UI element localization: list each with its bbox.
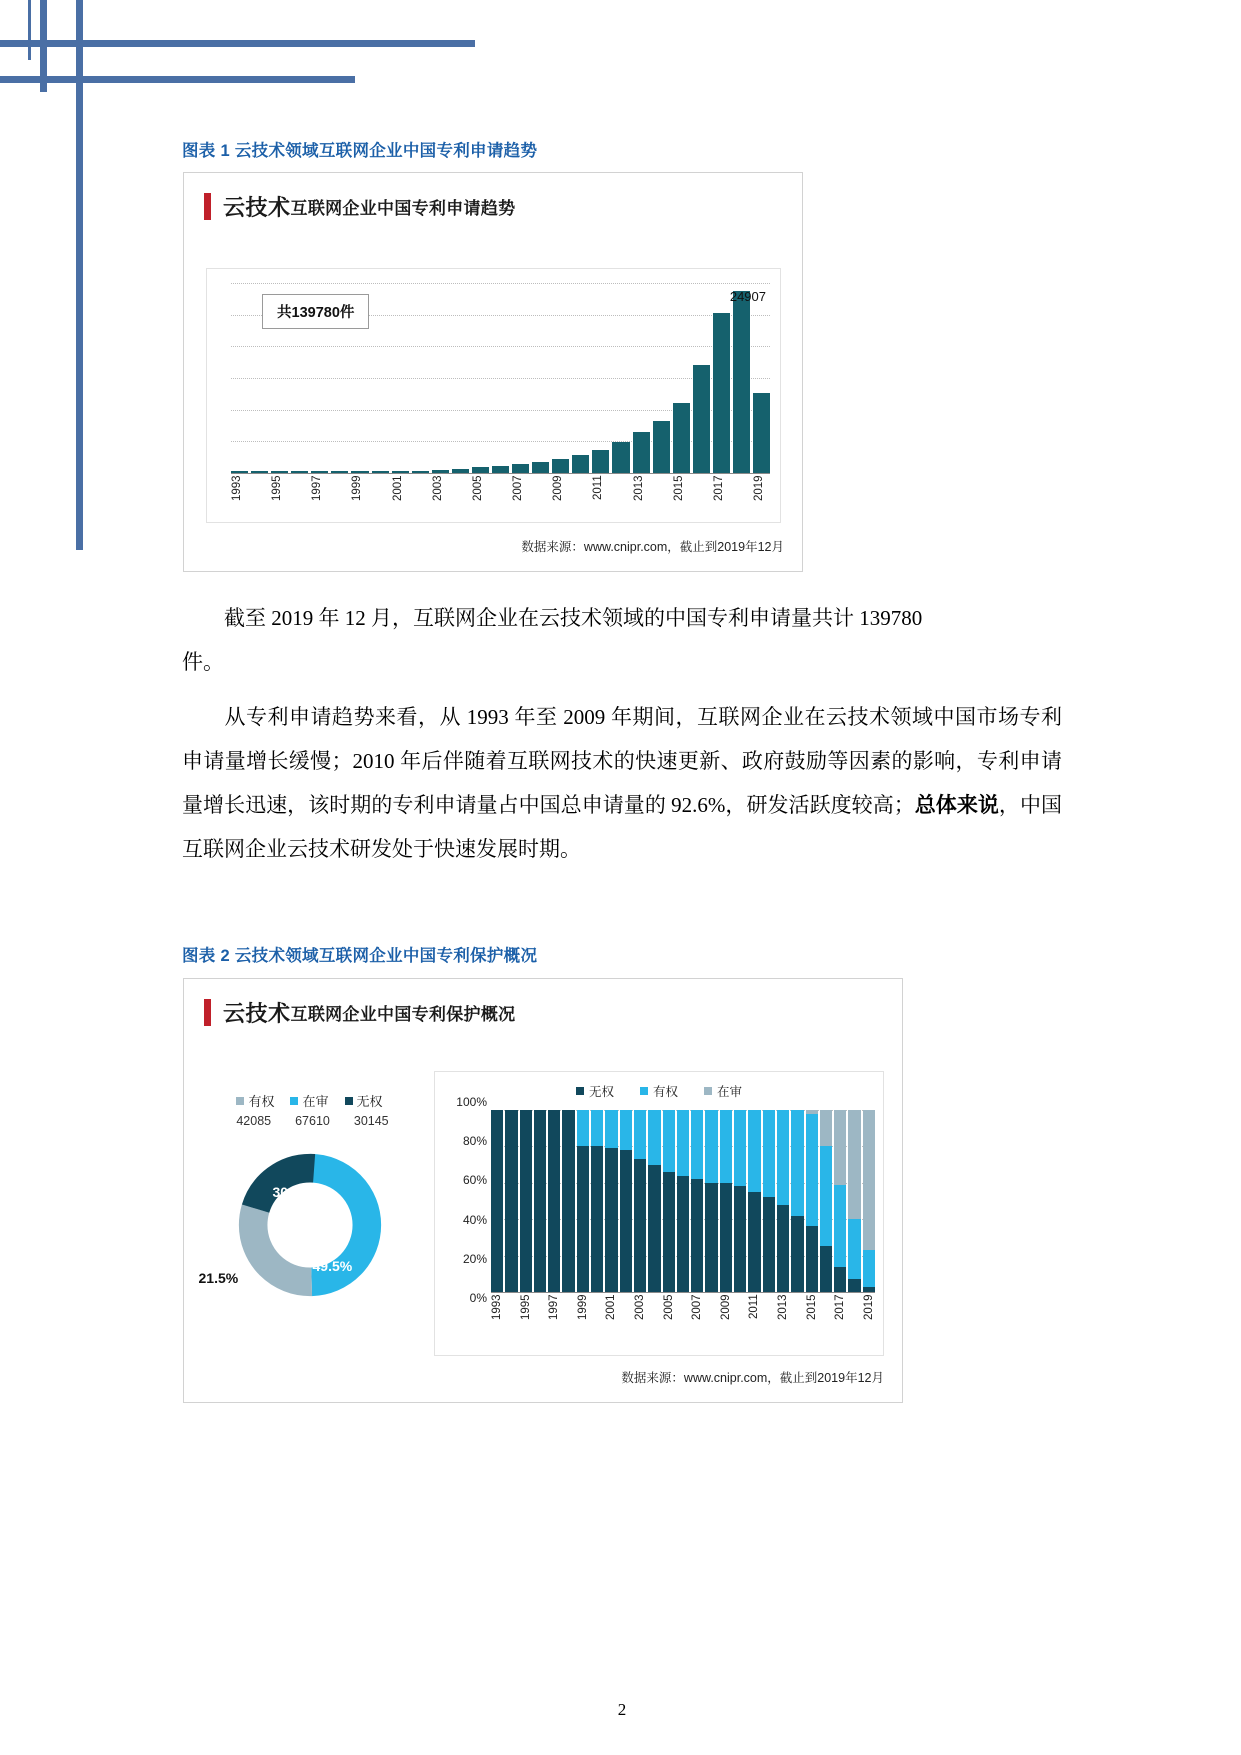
y-tick-60%: 60% xyxy=(462,1173,487,1188)
legend-swatch-icon xyxy=(236,1097,244,1105)
x-tick-2010 xyxy=(572,475,589,521)
stacked-bar-2006 xyxy=(677,1110,689,1292)
stacked-bar-2014 xyxy=(791,1110,803,1292)
segment-无权-2016 xyxy=(820,1246,832,1292)
segment-无权-2010 xyxy=(734,1186,746,1292)
stacked-bar-2016 xyxy=(820,1110,832,1292)
bar-2016 xyxy=(693,365,710,473)
x-tick2-2003: 2003 xyxy=(633,1294,646,1320)
stacked-bar-2003 xyxy=(634,1110,646,1292)
bar-2017 xyxy=(713,313,730,473)
x-tick-1996 xyxy=(291,475,308,521)
figure1-total-callout: 共139780件 xyxy=(262,294,369,329)
stacked-chart-x-tick-labels xyxy=(491,1294,875,1342)
segment-无权-2017 xyxy=(834,1267,846,1292)
segment-有权-2009 xyxy=(720,1110,732,1183)
paragraph-2-part2: ，中国互联网企业云技术研发处于快速发展时期。 xyxy=(182,793,1062,861)
figure1-title xyxy=(184,173,802,222)
stacked-bar-2012 xyxy=(763,1110,775,1292)
segment-无权-1994 xyxy=(505,1110,517,1292)
x-tick-1995: 1995 xyxy=(271,475,284,501)
segment-无权-2007 xyxy=(691,1179,703,1292)
figure1-container xyxy=(183,172,803,572)
stacked-bar-1993 xyxy=(491,1110,503,1292)
paragraph-1-line1: 截至 2019 年 12 月，互联网企业在云技术领域的中国专利申请量共计 139780 xyxy=(224,606,923,630)
stacked-bar-2011 xyxy=(748,1110,760,1292)
x-tick2-2015: 2015 xyxy=(805,1294,818,1320)
segment-有权-2000 xyxy=(591,1110,603,1146)
stacked-chart-legend xyxy=(435,1072,883,1100)
donut-legend-label: 有权 xyxy=(248,1094,275,1109)
figure1-caption: 图表 1 云技术领域互联网企业中国专利申请趋势 xyxy=(182,142,538,160)
stacked-bar-1998 xyxy=(562,1110,574,1292)
segment-在审-2016 xyxy=(820,1110,832,1146)
bar-2012 xyxy=(612,442,629,473)
segment-无权-2011 xyxy=(748,1192,760,1292)
bar-2019 xyxy=(753,393,770,473)
segment-无权-1996 xyxy=(534,1110,546,1292)
segment-无权-2003 xyxy=(634,1159,646,1292)
segment-无权-1999 xyxy=(577,1146,589,1292)
stacked-legend-label: 有权 xyxy=(652,1085,678,1099)
stacked-legend-item-在审 xyxy=(704,1082,742,1100)
y-tick-100%: 100% xyxy=(456,1095,487,1109)
x-tick2-1995: 1995 xyxy=(519,1294,532,1320)
figure2-title-primary: 云技术 xyxy=(223,1001,291,1026)
x-tick2-2005: 2005 xyxy=(662,1294,675,1320)
x-tick-2015: 2015 xyxy=(672,475,685,501)
x-tick-1997: 1997 xyxy=(311,475,324,501)
stacked-bar-2013 xyxy=(777,1110,789,1292)
donut-legend-item-在审 xyxy=(290,1091,328,1110)
paragraph-2 xyxy=(182,695,1062,871)
donut-legend-label: 在审 xyxy=(302,1094,329,1109)
x-tick2-2013: 2013 xyxy=(776,1294,789,1320)
stacked-bar-2018 xyxy=(848,1110,860,1292)
x-tick-2004 xyxy=(452,475,469,521)
stacked-bar-2009 xyxy=(720,1110,732,1292)
stacked-bar-2004 xyxy=(648,1110,660,1292)
bar-2014 xyxy=(653,421,670,473)
segment-有权-2010 xyxy=(734,1110,746,1186)
x-tick-2001: 2001 xyxy=(391,475,404,501)
x-tick-2016 xyxy=(693,475,710,521)
stacked-bars xyxy=(491,1110,875,1292)
bar-2007 xyxy=(512,464,529,474)
stacked-bar-2001 xyxy=(605,1110,617,1292)
segment-无权-2018 xyxy=(848,1279,860,1292)
bar-2010 xyxy=(572,455,589,473)
stacked-bar-2005 xyxy=(663,1110,675,1292)
x-tick-2005: 2005 xyxy=(471,475,484,501)
stacked-chart-plot xyxy=(491,1110,875,1292)
segment-有权-2013 xyxy=(777,1110,789,1205)
stacked-bar-1997 xyxy=(548,1110,560,1292)
segment-有权-2004 xyxy=(648,1110,660,1165)
segment-在审-2019 xyxy=(863,1110,875,1250)
figure1-source: 数据来源：www.cnipr.com，截止到2019年12月 xyxy=(521,540,784,554)
x-tick2-2007: 2007 xyxy=(691,1294,704,1320)
segment-有权-2005 xyxy=(663,1110,675,1172)
segment-无权-2005 xyxy=(663,1172,675,1292)
donut-legend xyxy=(202,1091,417,1110)
x-tick-2018 xyxy=(733,475,750,521)
donut-legend-value-无权: 30145 xyxy=(353,1114,389,1128)
x-tick2-1997: 1997 xyxy=(548,1294,561,1320)
figure2-source: 数据来源：www.cnipr.com，截止到2019年12月 xyxy=(621,1371,884,1385)
figure1-x-tick-labels xyxy=(231,475,770,521)
legend-swatch-icon xyxy=(290,1097,298,1105)
x-tick-2006 xyxy=(492,475,509,521)
stacked-bar-2000 xyxy=(591,1110,603,1292)
x-tick-2000 xyxy=(372,475,389,521)
donut-legend-values xyxy=(202,1114,417,1128)
stacked-legend-item-无权 xyxy=(576,1082,614,1100)
segment-无权-2000 xyxy=(591,1146,603,1292)
legend-swatch-icon xyxy=(576,1087,584,1095)
stacked-legend-label: 在审 xyxy=(717,1085,743,1099)
segment-无权-2015 xyxy=(806,1226,818,1292)
segment-无权-2006 xyxy=(677,1176,689,1292)
y-tick-80%: 80% xyxy=(462,1134,487,1149)
segment-无权-2014 xyxy=(791,1216,803,1292)
figure1-x-axis xyxy=(231,473,770,474)
stacked-bar-2015 xyxy=(806,1110,818,1292)
segment-有权-1999 xyxy=(577,1110,589,1146)
segment-有权-2012 xyxy=(763,1110,775,1197)
figure1-chart xyxy=(206,268,781,523)
x-tick2-1993: 1993 xyxy=(491,1294,503,1320)
bar-2009 xyxy=(552,459,569,473)
stacked-bar-2002 xyxy=(620,1110,632,1292)
x-tick-1994 xyxy=(251,475,268,521)
segment-无权-2002 xyxy=(620,1150,632,1292)
figure2-donut-block xyxy=(198,1091,417,1300)
x-tick2-1998 xyxy=(562,1294,574,1342)
figure2-caption: 图表 2 云技术领域互联网企业中国专利保护概况 xyxy=(182,947,538,965)
x-tick2-1994 xyxy=(505,1294,517,1342)
x-tick2-2012 xyxy=(763,1294,775,1342)
x-tick2-1996 xyxy=(534,1294,546,1342)
y-tick-0%: 0% xyxy=(469,1291,487,1305)
stacked-bar-1995 xyxy=(520,1110,532,1292)
bar-2008 xyxy=(532,462,549,473)
paragraph-2-part1: 从专利申请趋势来看，从 1993 年至 2009 年期间，互联网企业在云技术领域中国市场专利申请量增长缓慢；2010 年后伴随着互联网技术的快速更新、政府鼓励等因素的影响，专利申请量增长迅速，该时期的专利申请量占中国总申请量的 92.6%，研发活跃度较高； xyxy=(182,705,1062,817)
y-tick-40%: 40% xyxy=(462,1212,487,1227)
segment-有权-2016 xyxy=(820,1146,832,1246)
red-accent-bar xyxy=(204,193,211,220)
donut-legend-value-有权: 42085 xyxy=(236,1114,272,1128)
segment-无权-2004 xyxy=(648,1165,660,1292)
segment-有权-2001 xyxy=(605,1110,617,1148)
segment-有权-2018 xyxy=(848,1219,860,1279)
donut-pct-wuquan: 21.5% xyxy=(198,1270,239,1286)
stacked-chart-y-labels xyxy=(443,1095,487,1305)
x-tick-2014 xyxy=(653,475,670,521)
x-tick-2012 xyxy=(612,475,629,521)
bar-2013 xyxy=(633,432,650,473)
segment-有权-2003 xyxy=(634,1110,646,1159)
segment-在审-2018 xyxy=(848,1110,860,1219)
stacked-chart-x-axis xyxy=(491,1292,875,1293)
segment-在审-2017 xyxy=(834,1110,846,1185)
segment-无权-1995 xyxy=(520,1110,532,1292)
segment-有权-2006 xyxy=(677,1110,689,1176)
x-tick2-1999: 1999 xyxy=(576,1294,589,1320)
segment-无权-2009 xyxy=(720,1183,732,1292)
x-tick2-2008 xyxy=(705,1294,717,1342)
x-tick-2007: 2007 xyxy=(512,475,525,501)
figure2-title xyxy=(184,979,902,1028)
segment-有权-2007 xyxy=(691,1110,703,1179)
segment-有权-2019 xyxy=(863,1250,875,1286)
donut-chart xyxy=(198,1150,385,1300)
figure2-stacked-chart xyxy=(434,1071,884,1356)
stacked-bar-1994 xyxy=(505,1110,517,1292)
segment-有权-2014 xyxy=(791,1110,803,1216)
x-tick2-2018 xyxy=(848,1294,860,1342)
stacked-legend-item-有权 xyxy=(640,1082,678,1100)
x-tick-1999: 1999 xyxy=(351,475,364,501)
stacked-legend-label: 无权 xyxy=(588,1085,614,1099)
x-tick-2008 xyxy=(532,475,549,521)
donut-pct-zaishen: 49.5% xyxy=(312,1258,353,1274)
x-tick2-2000 xyxy=(591,1294,603,1342)
x-tick2-2011: 2011 xyxy=(748,1294,761,1319)
segment-有权-2002 xyxy=(620,1110,632,1150)
stacked-bar-1999 xyxy=(577,1110,589,1292)
x-tick2-2009: 2009 xyxy=(719,1294,732,1320)
x-tick-2013: 2013 xyxy=(632,475,645,501)
x-tick2-2019: 2019 xyxy=(862,1294,875,1320)
stacked-bar-2019 xyxy=(863,1110,875,1292)
segment-有权-2011 xyxy=(748,1110,760,1192)
stacked-bar-1996 xyxy=(534,1110,546,1292)
paragraph-1 xyxy=(182,596,1062,684)
x-tick2-2014 xyxy=(791,1294,803,1342)
x-tick-2009: 2009 xyxy=(552,475,565,501)
donut-pct-youquan: 30.1% xyxy=(272,1184,313,1200)
x-tick2-2002 xyxy=(620,1294,632,1342)
legend-swatch-icon xyxy=(704,1087,712,1095)
segment-无权-2001 xyxy=(605,1148,617,1292)
x-tick-2002 xyxy=(412,475,429,521)
legend-swatch-icon xyxy=(345,1097,353,1105)
segment-无权-2008 xyxy=(705,1183,717,1292)
x-tick2-2010 xyxy=(734,1294,746,1342)
segment-无权-2013 xyxy=(777,1205,789,1292)
x-tick-2003: 2003 xyxy=(431,475,444,501)
figure1-peak-label: 24907 xyxy=(729,289,766,304)
stacked-bar-2007 xyxy=(691,1110,703,1292)
segment-无权-1993 xyxy=(491,1110,503,1292)
donut-svg xyxy=(235,1150,385,1300)
bar-2018 xyxy=(733,291,750,473)
x-tick-1998 xyxy=(331,475,348,521)
red-accent-bar-2 xyxy=(204,999,211,1026)
donut-legend-item-无权 xyxy=(345,1091,383,1110)
x-tick2-2001: 2001 xyxy=(605,1294,618,1320)
bar-2006 xyxy=(492,466,509,473)
x-tick2-2016 xyxy=(820,1294,832,1342)
segment-无权-1998 xyxy=(562,1110,574,1292)
bar-2011 xyxy=(592,450,609,473)
x-tick-2017: 2017 xyxy=(712,475,725,501)
legend-swatch-icon xyxy=(640,1087,648,1095)
donut-legend-value-在审: 67610 xyxy=(295,1114,330,1128)
paragraph-2-emphasis: 总体来说 xyxy=(914,793,999,817)
donut-legend-item-有权 xyxy=(236,1091,274,1110)
figure1-title-primary: 云技术 xyxy=(223,195,291,220)
page-number: 2 xyxy=(617,1700,627,1719)
paragraph-1-line2: 件。 xyxy=(182,650,224,674)
x-tick2-2017: 2017 xyxy=(834,1294,847,1320)
segment-无权-1997 xyxy=(548,1110,560,1292)
stacked-bar-2010 xyxy=(734,1110,746,1292)
x-tick2-2006 xyxy=(677,1294,689,1342)
segment-无权-2012 xyxy=(763,1197,775,1292)
figure2-title-secondary: 互联网企业中国专利保护概况 xyxy=(290,1005,516,1024)
segment-有权-2015 xyxy=(806,1114,818,1227)
donut-legend-label: 无权 xyxy=(356,1094,383,1109)
bar-2015 xyxy=(673,403,690,473)
x-tick2-2004 xyxy=(648,1294,660,1342)
stacked-bar-2017 xyxy=(834,1110,846,1292)
segment-有权-2008 xyxy=(705,1110,717,1183)
x-tick-2011: 2011 xyxy=(592,475,605,500)
y-tick-20%: 20% xyxy=(462,1251,487,1266)
figure1-title-secondary: 互联网企业中国专利申请趋势 xyxy=(290,199,516,218)
stacked-bar-2008 xyxy=(705,1110,717,1292)
figure2-container xyxy=(183,978,903,1403)
x-tick-2019: 2019 xyxy=(753,475,766,501)
segment-有权-2017 xyxy=(834,1185,846,1267)
x-tick-1993: 1993 xyxy=(231,475,243,501)
